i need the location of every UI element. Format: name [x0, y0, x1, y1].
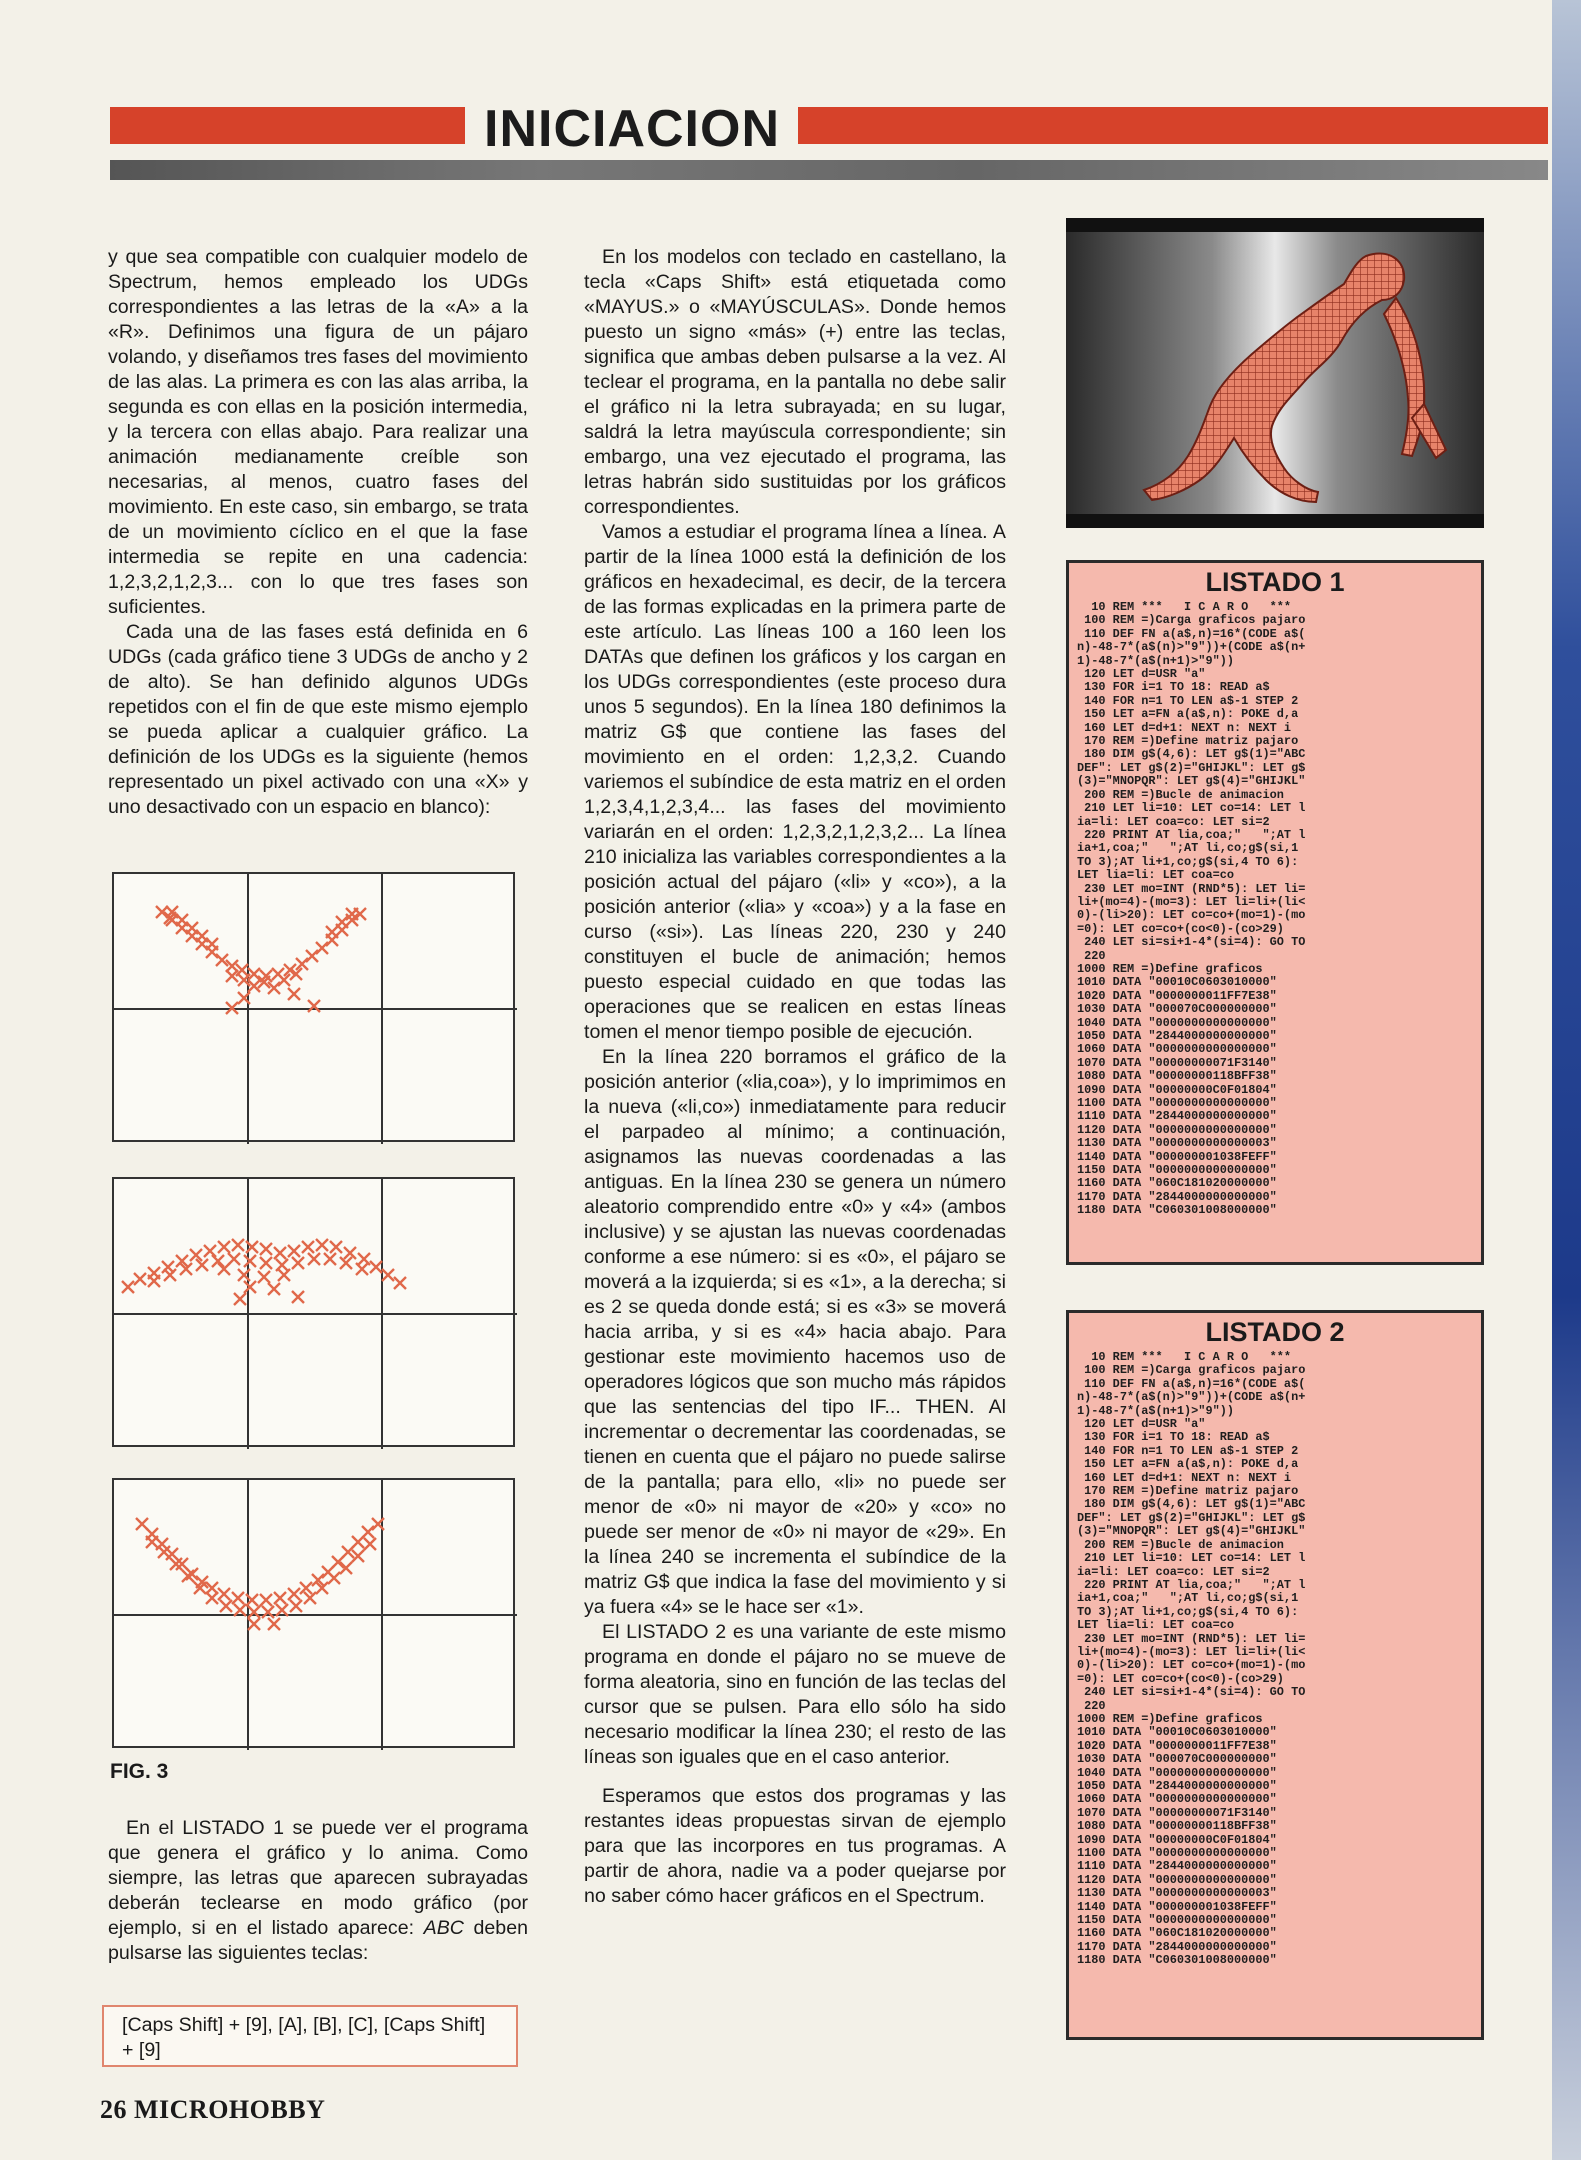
- pixel-cross: [358, 1253, 370, 1265]
- pixel-cross: [268, 1618, 280, 1630]
- pixel-cross: [218, 1241, 230, 1253]
- section-header: [110, 100, 1548, 158]
- pixel-cross: [146, 1536, 158, 1548]
- pixel-cross: [176, 914, 188, 926]
- pixel-cross: [232, 1592, 244, 1604]
- col1-p3-text-end: deben pulsarse las siguientes teclas:: [108, 1917, 528, 1964]
- header-bar-left: [110, 107, 465, 144]
- pixel-cross: [122, 1281, 134, 1293]
- pixel-cross: [204, 1245, 216, 1257]
- pixel-cross: [248, 1618, 260, 1630]
- listing-1: [1066, 560, 1484, 1265]
- pixel-cross: [274, 1247, 286, 1259]
- pixel-cross: [292, 1257, 304, 1269]
- pixel-cross: [362, 1526, 374, 1538]
- pixel-cross: [330, 1241, 342, 1253]
- pixel-cross: [248, 1606, 260, 1618]
- pixel-cross: [302, 1241, 314, 1253]
- col2-paragraph-4: El LISTADO 2 es una variante de este mismo programa en donde el pájaro no se mueve de forma aleatoria, sino en función de las teclas del cursor que se pulsen. Para ello sólo ha sido necesario modificar la línea 230; el resto de las líneas son iguales que en el caso anterior.: [584, 1621, 1006, 1768]
- col1-p3-emphasis: ABC: [423, 1917, 464, 1939]
- section-title: INICIACION: [484, 100, 780, 158]
- pixel-cross: [134, 1273, 146, 1285]
- pixel-cross: [218, 1588, 230, 1600]
- pixel-cross: [308, 1000, 320, 1012]
- pixel-cross: [260, 1243, 272, 1255]
- pixel-cross: [220, 1600, 232, 1612]
- col1-p3-text: En el LISTADO 1 se puede ver el programa que genera el gráfico y lo anima. Como siempre, las letras que aparecen subrayadas deberán teclearse en modo gráfico (por ejemplo, si en el listado aparece:: [108, 1817, 528, 1939]
- pixel-cross: [308, 1253, 320, 1265]
- pixel-cross: [186, 1568, 198, 1580]
- pixel-cross: [278, 1269, 290, 1281]
- bird-wings-middle: [114, 1179, 517, 1449]
- pixel-cross: [370, 1261, 382, 1273]
- pixel-cross: [244, 1281, 256, 1293]
- pixel-cross: [346, 908, 358, 920]
- header-bar-right: [798, 107, 1548, 144]
- col2-paragraph-3: En la línea 220 borramos el gráfico de la posición anterior («lia,coa»), y lo imprimimos en la nueva («li,co») inmediatamente para reducir el parpadeo al mínimo; a continuación, asignamos las nuevas coordenadas a las antiguas. En la línea 230 se genera un número aleatorio comprendido entre «0» y «4» (ambos inclusive) y se ajustan las nuevas coordenadas conforme a ese número: si es «0», el pájaro se moverá a la izquierda; si es «1», a la derecha; si es 2 se queda donde está; si es «3» se moverá hacia arriba, y si es «4» hacia abajo. Para gestionar este movimiento hacemos uso de operadores lógicos que son mucho más rápidos que las sentencias del tipo IF... THEN. Al incrementar o decrementar las coordenadas, se tienen en cuenta que el pájaro no puede salirse de la pantalla; para ello, «li» no puede ser menor de «0» ni mayor de «20» y «co» no puede ser menor de «0» ni mayor de «29». En la línea 240 se incrementa el subíndice de la matriz G$ que indica la fase del movimiento y si ya fuera «4» se le hace ser «1».: [584, 1046, 1006, 1618]
- fig3-phase-2: [112, 1177, 515, 1447]
- pixel-cross: [292, 1291, 304, 1303]
- pixel-cross: [234, 1293, 246, 1305]
- key-sequence-box: [Caps Shift] + [9], [A], [B], [C], [Caps Shift] + [9]: [102, 2005, 518, 2067]
- page-footer: 26 MICROHOBBY: [100, 2095, 326, 2124]
- pixel-cross: [170, 1558, 182, 1570]
- pixel-cross: [304, 1592, 316, 1604]
- pixel-cross: [182, 1570, 194, 1582]
- col2-paragraph-2: Vamos a estudiar el programa línea a línea. A partir de la línea 1000 está la definición de los gráficos en hexadecimal, es decir, de la tercera de las formas explicadas en la primera parte de este artículo. Las líneas 100 a 160 leen los DATAs que definen los gráficos y los cargan en los UDGs correspondientes (este proceso dura unos 5 segundos). En la línea 180 definimos la matriz G$ que contiene las fases del movimiento en el orden: 1,2,3,2. Cuando variemos el subíndice de esta matriz en el orden 1,2,3,4,1,2,3,4... las fases del movimiento variarán en el orden: 1,2,3,2,1,2,3,2... La línea 210 inicializa las variables correspondientes a la posición actual del pájaro («li» y «co»), a la posición anterior («lia» y «coa») y a la fase en curso («si»). Las líneas 220, 230 y 240 constituyen el bucle de animación; hemos puesto especial cuidado en que todas las operaciones que se realicen en estas líneas tomen el menor tiempo posible de ejecución.: [584, 521, 1006, 1043]
- wireframe-figure-image: [1066, 218, 1484, 528]
- pixel-cross: [258, 1271, 270, 1283]
- col1-paragraph-3: [108, 1816, 528, 1966]
- pixel-cross: [340, 1562, 352, 1574]
- pixel-cross: [364, 1538, 376, 1550]
- pixel-cross: [344, 1247, 356, 1259]
- bird-wings-down: [114, 1480, 517, 1750]
- column-1: [108, 245, 528, 820]
- pixel-cross: [336, 916, 348, 928]
- listing-1-code: 10 REM *** I C A R O *** 100 REM =)Carga graficos pajaro 110 DEF FN a(a$,n)=16*(CODE a$( n)-48-7*(a$(n)>"9"))+(CODE a$(n+ 1)-48-7*(a$(n+1)>"9")) 120 LET d=USR "a" 130 FOR i=1 TO 18: READ a$ 140 FOR n=1 TO LEN a$-1 STEP 2 150 LET a=FN a(a$,n): POKE d,a 160 LET d=d+1: NEXT n: NEXT i 170 REM =)Define matriz pajaro 180 DIM g$(4,6): LET g$(1)="ABC DEF": LET g$(2)="GHIJKL": LET g$ (3)="MNOPQR": LET g$(4)="GHIJKL" 200 REM =)Bucle de animacion 210 LET li=10: LET co=14: LET l ia=li: LET coa=co: LET si=2 220 PRINT AT lia,coa;" ";AT l ia+1,coa;" ";AT li,co;g$(si,1 TO 3);AT li+1,co;g$(si,4 TO 6): LET lia=li: LET coa=co 230 LET mo=INT (RND*5): LET li= li+(mo=4)-(mo=3): LET li=li+(li< 0)-(li>20): LET co=co+(mo=1)-(mo =0): LET co=co+(co<0)-(co>29) 240 LET si=si+1-4*(si=4): GO TO 220 1000 REM =)Define graficos 1010 DATA "00010C0603010000" 1020 DATA "0000000011FF7E38" 1030 DATA "000070C000000000" 1040 DATA "0000000000000000" 1050 DATA "2844000000000000" 1060 DATA "0000000000000000" 1070 DATA "00000000071F3140" 1080 DATA "00000000118BFF38" 1090 DATA "00000000C0F01804" 1100 DATA "0000000000000000" 1110 DATA "2844000000000000" 1120 DATA "0000000000000000" 1130 DATA "0000000000000003" 1140 DATA "000000001038FEFF" 1150 DATA "0000000000000000" 1160 DATA "060C181020000000" 1170 DATA "2844000000000000" 1180 DATA "C060301008000000": [1077, 600, 1306, 1218]
- listing-2: [1066, 1310, 1484, 2040]
- pixel-cross: [382, 1269, 394, 1281]
- pixel-cross: [328, 1572, 340, 1584]
- pixel-cross: [206, 938, 218, 950]
- pixel-cross: [196, 930, 208, 942]
- pixel-cross: [260, 1594, 272, 1606]
- pixel-cross: [268, 1283, 280, 1295]
- pixel-cross: [356, 1263, 368, 1275]
- listing-2-title: LISTADO 2: [1205, 1317, 1345, 1347]
- pixel-cross: [288, 988, 300, 1000]
- pixel-cross: [164, 1269, 176, 1281]
- pixel-cross: [288, 1245, 300, 1257]
- listing-2-code: 10 REM *** I C A R O *** 100 REM =)Carga graficos pajaro 110 DEF FN a(a$,n)=16*(CODE a$( n)-48-7*(a$(n)>"9"))+(CODE a$(n+ 1)-48-7*(a$(n+1)>"9")) 120 LET d=USR "a" 130 FOR i=1 TO 18: READ a$ 140 FOR n=1 TO LEN a$-1 STEP 2 150 LET a=FN a(a$,n): POKE d,a 160 LET d=d+1: NEXT n: NEXT i 170 REM =)Define matriz pajaro 180 DIM g$(4,6): LET g$(1)="ABC DEF": LET g$(2)="GHIJKL": LET g$ (3)="MNOPQR": LET g$(4)="GHIJKL" 200 REM =)Bucle de animacion 210 LET li=10: LET co=14: LET l ia=li: LET coa=co: LET si=2 220 PRINT AT lia,coa;" ";AT l ia+1,coa;" ";AT li,co;g$(si,1 TO 3);AT li+1,co;g$(si,4 TO 6): LET lia=li: LET coa=co 230 LET mo=INT (RND*5): LET li= li+(mo=4)-(mo=3): LET li=li+(li< 0)-(li>20): LET co=co+(mo=1)-(mo =0): LET co=co+(co<0)-(co>29) 240 LET si=si+1-4*(si=4): GO TO 220 1000 REM =)Define graficos 1010 DATA "00010C0603010000" 1020 DATA "0000000011FF7E38" 1030 DATA "000070C000000000" 1040 DATA "0000000000000000" 1050 DATA "2844000000000000" 1060 DATA "0000000000000000" 1070 DATA "00000000071F3140" 1080 DATA "00000000118BFF38" 1090 DATA "00000000C0F01804" 1100 DATA "0000000000000000" 1110 DATA "2844000000000000" 1120 DATA "0000000000000000" 1130 DATA "0000000000000003" 1140 DATA "000000001038FEFF" 1150 DATA "0000000000000000" 1160 DATA "060C181020000000" 1170 DATA "2844000000000000" 1180 DATA "C060301008000000": [1077, 1350, 1306, 1968]
- pixel-cross: [274, 1592, 286, 1604]
- pixel-cross: [290, 1600, 302, 1612]
- pixel-cross: [206, 1592, 218, 1604]
- pixel-cross: [352, 1550, 364, 1562]
- col1-paragraph-2: Cada una de las fases está definida en 6 UDGs (cada gráfico tiene 3 UDGs de ancho y 2 de alto). Se han definido algunos UDGs repetidos con el fin de que este mismo ejemplo se pueda aplicar a cualquier gráfico. La definición de los UDGs es la siguiente (hemos representado un pixel activado con una «X» y uno desactivado con un espacio en blanco):: [108, 621, 528, 818]
- pixel-cross: [324, 1253, 336, 1265]
- bird-wings-up: [114, 874, 517, 1144]
- pixel-cross: [186, 922, 198, 934]
- pixel-cross: [340, 1257, 352, 1269]
- col2-paragraph-5: Esperamos que estos dos programas y las restantes ideas propuestas sirvan de ejemplo para que las incorpores en tus programas. A partir de ahora, nadie va a poder quejarse por no saber cómo hacer gráficos en el Spectrum.: [584, 1785, 1006, 1907]
- pixel-cross: [212, 1255, 224, 1267]
- pixel-cross: [316, 1239, 328, 1251]
- pixel-cross: [218, 1263, 230, 1275]
- figure-caption: FIG. 3: [110, 1760, 169, 1783]
- pixel-cross: [288, 1588, 300, 1600]
- pixel-cross: [306, 950, 318, 962]
- pixel-cross: [316, 942, 328, 954]
- page-edge-bleed: [1552, 0, 1581, 2160]
- pixel-cross: [158, 1546, 170, 1558]
- pixel-cross: [300, 1582, 312, 1594]
- pixel-cross: [148, 1275, 160, 1287]
- listing-1-title: LISTADO 1: [1205, 567, 1345, 597]
- pixel-cross: [260, 1257, 272, 1269]
- col1-paragraph-1: y que sea compatible con cualquier modelo de Spectrum, hemos empleado los UDGs correspondientes a las letras de la «A» a la «R». Definimos una figura de un pájaro volando, y diseñamos tres fases del movimiento de las alas. La primera es con las alas arriba, la segunda es con ellas en la posición intermedia, y la tercera con ellas abajo. Para realizar una animación medianamente creíble son necesarias, al menos, cuatro fases del movimiento. En este caso, sin embargo, se trata de un movimiento cíclico en el que la fase intermedia se repite en una cadencia: 1,2,3,2,1,2,3... con lo que tres fases son suficientes.: [108, 246, 528, 618]
- pixel-cross: [262, 1606, 274, 1618]
- header-underbar: [110, 160, 1548, 180]
- pixel-cross: [394, 1277, 406, 1289]
- pixel-cross: [232, 1239, 244, 1251]
- pixel-cross: [244, 1255, 256, 1267]
- pixel-cross: [276, 1259, 288, 1271]
- fig3-phase-3: [112, 1478, 515, 1748]
- column-2: [584, 245, 1006, 1909]
- fig3-phase-1: [112, 872, 515, 1142]
- col2-paragraph-1: En los modelos con teclado en castellano, la tecla «Caps Shift» está etiquetada como «MAYUS.» o «MAYÚSCULAS». Donde hemos puesto un signo «más» (+) entre las teclas, significa que ambas deben pulsarse a la vez. Al teclear el programa, en la pantalla no debe salir el gráfico ni la letra subrayada; en su lugar, saldrá la letra mayúscula correspondiente; sin embargo, una vez ejecutado el programa, las letras habrán sido sustituidas por los gráficos correspondientes.: [584, 246, 1006, 518]
